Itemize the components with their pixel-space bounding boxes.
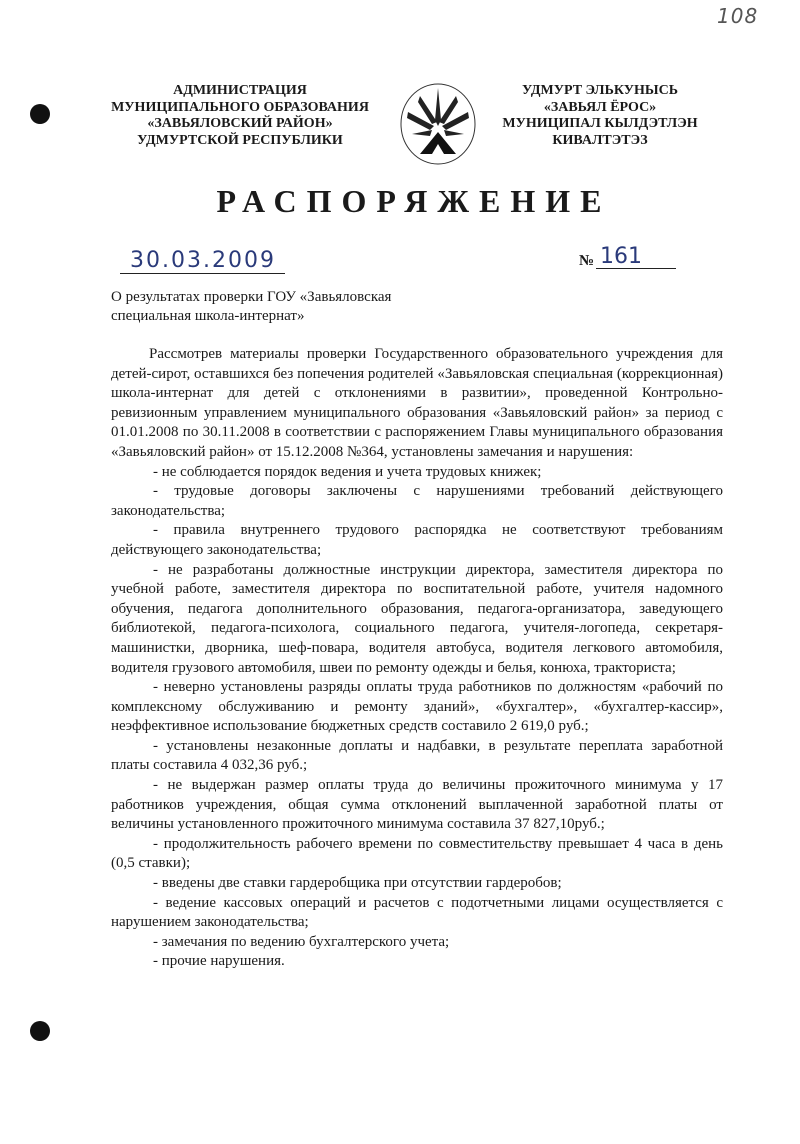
header-line: «ЗАВЬЯЛ ЁРОС» bbox=[543, 99, 657, 115]
header-line: МУНИЦИПАЛ КЫЛДЭТЛЭН bbox=[502, 116, 698, 131]
handwritten-page-number: 108 bbox=[717, 4, 759, 28]
document-body bbox=[111, 345, 723, 972]
header-line: УДМУРТСКОЙ РЕСПУБЛИКИ bbox=[137, 132, 343, 148]
number-underline bbox=[596, 268, 676, 269]
binder-hole bbox=[30, 1021, 50, 1041]
subject-line: О результатах проверки ГОУ «Завьяловская bbox=[111, 289, 392, 305]
violation-item: - правила внутреннего трудового распорядка не соответствуют требованиям действующего законодательства; bbox=[111, 522, 723, 558]
subject-line: специальная школа-интернат» bbox=[111, 308, 305, 324]
violation-item: - неверно установлены разряды оплаты труда работников по должностям «рабочий по комплексному обслуживанию и ремонту зданий», «бухгалтер», «бухгалтер-кассир», неэффективное использование бюджетных средств составило 2 619,0 руб.; bbox=[111, 679, 723, 735]
header-left-russian bbox=[95, 83, 385, 149]
violation-item: - не разработаны должностные инструкции директора, заместителя директора по учебной работе, заместителя директора по воспитательной работе, учителя надомного обучения, педагога дополнительного образования, педагога-организатора, заведующего библиотекой, педагога-психолога, социального педагога, учителя-логопеда, секретаря-машинистки, дворника, шеф-повара, водителя автобуса, водителя легкового автомобиля, водителя грузового автомобиля, швеи по ремонту одежды и белья, конюха, тракториста; bbox=[111, 561, 723, 676]
header-line: АДМИНИСТРАЦИЯ bbox=[173, 83, 307, 98]
subject-heading bbox=[111, 288, 391, 326]
order-date: 30.03.2009 bbox=[130, 248, 276, 273]
violation-item: - прочие нарушения. bbox=[153, 953, 285, 970]
violation-item: - трудовые договоры заключены с нарушениями требований действующего законодательства; bbox=[111, 483, 723, 519]
header-line: УДМУРТ ЭЛЬКУНЫСЬ bbox=[522, 83, 678, 98]
intro-paragraph: Рассмотрев материалы проверки Государственного образовательного учреждения для детей-сирот, оставшихся без попечения родителей «Завьяловская специальная (коррекционная) школа-интернат для детей с отклонениями в развитии», проведенной Контрольно-ревизионным управлением муниципального образования «Завьяловский район» за период с 01.01.2008 по 30.11.2008 в соответствии с распоряжением Главы муниципального образования «Завьяловский район» от 15.12.2008 №364, установлены замечания и нарушения: bbox=[111, 346, 723, 460]
header-line: «ЗАВЬЯЛОВСКИЙ РАЙОН» bbox=[147, 116, 333, 131]
violation-item: - ведение кассовых операций и расчетов с подотчетными лицами осуществляется с нарушением законодательства; bbox=[111, 894, 723, 931]
date-underline bbox=[120, 273, 285, 274]
order-number: 161 bbox=[600, 244, 642, 269]
number-label: № bbox=[579, 253, 595, 269]
binder-hole bbox=[30, 104, 50, 124]
violation-item: - замечания по ведению бухгалтерского учета; bbox=[153, 933, 450, 950]
violation-item: - не выдержан размер оплаты труда до величины прожиточного минимума у 17 работников учреждения, общая сумма отклонений выплаченной заработной платы от величины установленного прожиточного минимума составила 37 827,10руб.; bbox=[111, 777, 723, 833]
header-line: КИВАЛТЭТЭЗ bbox=[552, 132, 648, 148]
header-line: МУНИЦИПАЛЬНОГО ОБРАЗОВАНИЯ bbox=[111, 99, 369, 115]
violation-item: - введены две ставки гардеробщика при отсутствии гардеробов; bbox=[153, 875, 562, 892]
violation-item: - продолжительность рабочего времени по совместительству превышает 4 часа в день (0,5 ставки); bbox=[111, 835, 723, 872]
violation-item: - не соблюдается порядок ведения и учета трудовых книжек; bbox=[153, 463, 542, 480]
district-emblem-icon bbox=[398, 82, 478, 172]
violation-item: - установлены незаконные доплаты и надбавки, в результате переплата заработной платы составила 4 032,36 руб.; bbox=[111, 737, 723, 774]
header-right-udmurt bbox=[500, 83, 700, 149]
document-title: РАСПОРЯЖЕНИЕ bbox=[216, 183, 612, 219]
